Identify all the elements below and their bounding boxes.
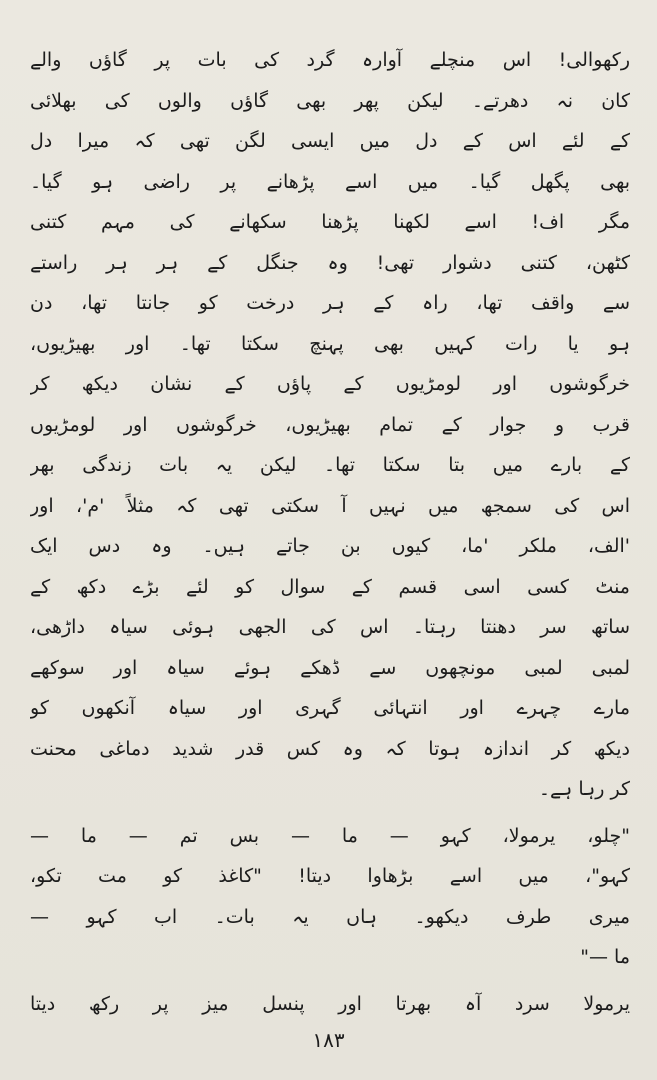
text-line: کے بارے میں بتا سکتا تھا۔ لیکن یہ بات زندگی بھر bbox=[30, 454, 630, 476]
text-line: سے واقف تھا، راہ کے ہر درخت کو جانتا تھا، دن bbox=[30, 292, 630, 314]
dialogue-line: میری طرف دیکھو۔ ہاں یہ بات۔ اب کہو — bbox=[30, 905, 630, 928]
dialogue-line: ما —" bbox=[580, 946, 630, 968]
text-line: 'الف، ملکر 'ما، کیوں بن جاتے ہیں۔ وہ دس ایک bbox=[30, 535, 630, 557]
dialogue-line: کہو"، میں اسے بڑھاوا دیتا! "کاغذ کو مت تکو، bbox=[30, 865, 630, 887]
text-line: یرمولا سرد آہ بھرتا اور پنسل میز پر رکھ دیتا bbox=[30, 992, 630, 1015]
text-line: ہو یا رات کہیں بھی پہنچ سکتا تھا۔ اور بھیڑیوں، bbox=[30, 332, 630, 355]
text-line: اس کی سمجھ میں نہیں آ سکتی تھی کہ مثلاً 'م'، اور bbox=[30, 494, 630, 517]
text-line: لمبی لمبی مونچھوں سے ڈھکے ہوئے سیاہ اور سوکھے bbox=[30, 656, 630, 679]
text-line: مگر اف! اسے لکھنا پڑھنا سکھانے کی مہم کتنی bbox=[30, 211, 630, 233]
body-text bbox=[30, 40, 630, 1024]
text-line: رکھوالی! اس منچلے آوارہ گرد کی بات پر گاؤں والے bbox=[30, 49, 630, 71]
text-line: کان نہ دھرتے۔ لیکن پھر بھی گاؤں والوں کی بھلائی bbox=[30, 89, 630, 112]
text-line: ساتھ سر دھنتا رہتا۔ اس کی الجھی ہوئی سیاہ داڑھی، bbox=[30, 616, 630, 638]
text-line: دیکھ کر اندازہ ہوتا کہ وہ کس قدر شدید دماغی محنت bbox=[30, 737, 630, 760]
text-line: منٹ کسی اسی قسم کے سوال کو لئے بڑے دکھ کے bbox=[30, 575, 630, 598]
text-line: مارے چہرے اور انتہائی گہری اور سیاہ آنکھوں کو bbox=[30, 697, 630, 719]
text-line: قرب و جوار کے تمام بھیڑیوں، خرگوشوں اور لومڑیوں bbox=[30, 413, 630, 436]
text-line: کر رہا ہے۔ bbox=[538, 778, 630, 800]
dialogue-line: "چلو، یرمولا، کہو — ما — بس تم — ما — bbox=[30, 824, 630, 847]
page-number: ۱۸۳ bbox=[312, 1028, 345, 1052]
text-line: کٹھن، کتنی دشوار تھی! وہ جنگل کے ہر ہر راستے bbox=[30, 251, 630, 274]
text-line: بھی پگھل گیا۔ میں اسے پڑھانے پر راضی ہو گیا۔ bbox=[30, 170, 630, 193]
text-line: خرگوشوں اور لومڑیوں کے پاؤں کے نشان دیکھ کر bbox=[30, 373, 630, 395]
text-line: کے لئے اس کے دل میں ایسی لگن تھی کہ میرا دل bbox=[30, 130, 630, 152]
